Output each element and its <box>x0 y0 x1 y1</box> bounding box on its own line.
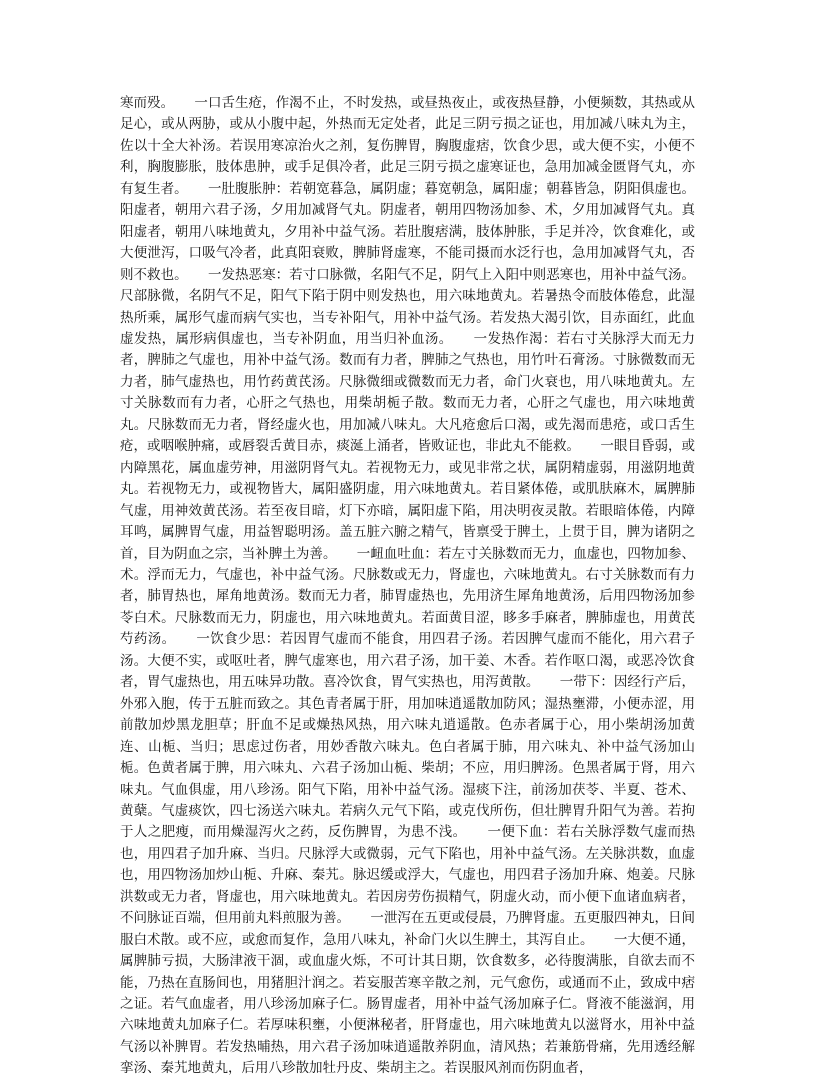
document-page <box>120 93 695 1080</box>
body-text: 寒而殁。 一口舌生疮，作渴不止，不时发热，或昼热夜止，或夜热昼静，小便频数，其热或从足心，或从两胁，或从小腹中起，外热而无定处者，此足三阴亏损之证也，用加减八味丸为主，佐以十全大补汤。若误用寒凉治火之剂，复伤脾胃，胸腹虚痞，饮食少思，或大便不实，小便不利，胸腹膨胀，肢体患肿，或手足俱冷者，此足三阴亏损之虚寒证也，急用加减金匮肾气丸，亦有复生者。 一肚腹胀肿：若朝宽暮急，属阴虚；暮宽朝急，属阳虚；朝暮皆急，阴阳俱虚也。阳虚者，朝用六君子汤，夕用加减肾气丸。阴虚者，朝用四物汤加参、术，夕用加减肾气丸。真阳虚者，朝用八味地黄丸，夕用补中益气汤。若肚腹痞满，肢体肿胀，手足并冷，饮食难化，或大便泄泻，口吸气冷者，此真阳衰败，脾肺肾虚寒，不能司摄而水泛行也，急用加减肾气丸，否则不救也。 一发热恶寒：若寸口脉微，名阳气不足，阴气上入阳中则恶寒也，用补中益气汤。尺部脉微，名阴气不足，阳气下陷于阴中则发热也，用六味地黄丸。若暑热令而肢体倦怠，此湿热所乘，属形气虚而病气实也，当专补阳气，用补中益气汤。若发热大渴引饮，目赤面红，此血虚发热，属形病俱虚也，当专补阴血，用当归补血汤。 一发热作渴：若右寸关脉浮大而无力者，脾肺之气虚也，用补中益气汤。数而有力者，脾肺之气热也，用竹叶石膏汤。寸脉微数而无力者，肺气虚热也，用竹药黄芪汤。尺脉微细或微数而无力者，命门火衰也，用八味地黄丸。左寸关脉数而有力者，心肝之气热也，用柴胡栀子散。数而无力者，心肝之气虚也，用六味地黄丸。尺脉数而无力者，肾经虚火也，用加减八味丸。大凡疮愈后口渴，或先渴而患疮，或口舌生疮，或咽喉肿痛，或唇裂舌黄目赤，痰涎上涌者，皆败证也，非此丸不能救。 一眼目昏弱，或内障黑花，属血虚劳神，用滋阴肾气丸。若视物无力，或见非常之状，属阴精虚弱，用滋阴地黄丸。若视物无力，或视物皆大，属阳盛阴虚，用六味地黄丸。若目紧体倦，或肌肤麻木，属脾肺气虚，用神效黄芪汤。若至夜目暗，灯下亦暗，属阳虚下陷，用决明夜灵散。若眼暗体倦，内障耳鸣，属脾胃气虚，用益智聪明汤。盖五脏六腑之精气，皆禀受于脾土，上贯于目，脾为诸阴之首，目为阴血之宗，当补脾土为善。 一衄血吐血：若左寸关脉数而无力，血虚也，四物加参、术。浮而无力，气虚也，补中益气汤。尺脉数或无力，肾虚也，六味地黄丸。右寸关脉数而有力者，肺胃热也，犀角地黄汤。数而无力者，肺胃虚热也，先用济生犀角地黄汤，后用四物汤加参苓白术。尺脉数而无力，阴虚也，用六味地黄丸。若面黄目涩，眵多手麻者，脾肺虚也，用黄芪芍药汤。 一饮食少思：若因胃气虚而不能食，用四君子汤。若因脾气虚而不能化，用六君子汤。大便不实，或呕吐者，脾气虚寒也，用六君子汤，加干姜、木香。若作呕口渴，或恶冷饮食者，胃气虚热也，用五味异功散。喜冷饮食，胃气实热也，用泻黄散。 一带下：因经行产后，外邪入胞，传于五脏而致之。其色青者属于肝，用加味逍遥散加防风；湿热壅滞，小便赤涩，用前散加炒黑龙胆草；肝血不足或燥热风热，用六味丸逍遥散。色赤者属于心，用小柴胡汤加黄连、山栀、当归；思虑过伤者，用妙香散六味丸。色白者属于肺，用六味丸、补中益气汤加山栀。色黄者属于脾，用六味丸、六君子汤加山栀、柴胡；不应，用归脾汤。色黑者属于肾，用六味丸。气血俱虚，用八珍汤。阳气下陷，用补中益气汤。湿痰下注，前汤加茯苓、半夏、苍术、黄蘖。气虚痰饮，四七汤送六味丸。若病久元气下陷，或克伐所伤，但壮脾胃升阳气为善。若拘于人之肥瘦，而用燥湿泻火之药，反伤脾胃，为患不浅。 一便下血：若右关脉浮数气虚而热也，用四君子加升麻、当归。尺脉浮大或微弱，元气下陷也，用补中益气汤。左关脉洪数，血虚也，用四物汤加炒山栀、升麻、秦艽。脉迟缓或浮大，气虚也，用四君子汤加升麻、炮姜。尺脉洪数或无力者，肾虚也，用六味地黄丸。若因房劳伤损精气，阴虚火动，而小便下血诸血病者，不问脉证百端，但用前丸料煎服为善。 一泄泻在五更或侵晨，乃脾肾虚。五更服四神丸，日间服白术散。或不应，或愈而复作，急用八味丸，补命门火以生脾土，其泻自止。 一大便不通，属脾肺亏损，大肠津液干涸，或血虚火烁，不可计其日期，饮食数多，必待腹满胀，自欲去而不能，乃热在直肠间也，用猪胆汁润之。若妄服苦寒辛散之剂，元气愈伤，或通而不止，致成中痞之证。若气血虚者，用八珍汤加麻子仁。肠胃虚者，用补中益气汤加麻子仁。肾液不能滋润，用六味地黄丸加麻子仁。若厚味积壅，小便淋秘者，肝肾虚也，用六味地黄丸以滋肾水，用补中益气汤以补脾胃。若发热晡热，用六君子汤加味逍遥散养阴血，清风热；若兼筋骨痛，先用透经解挛汤、秦艽地黄丸，后用八珍散加牡丹皮、柴胡主之。若误服风剂而伤阴血者， <box>120 95 695 1077</box>
